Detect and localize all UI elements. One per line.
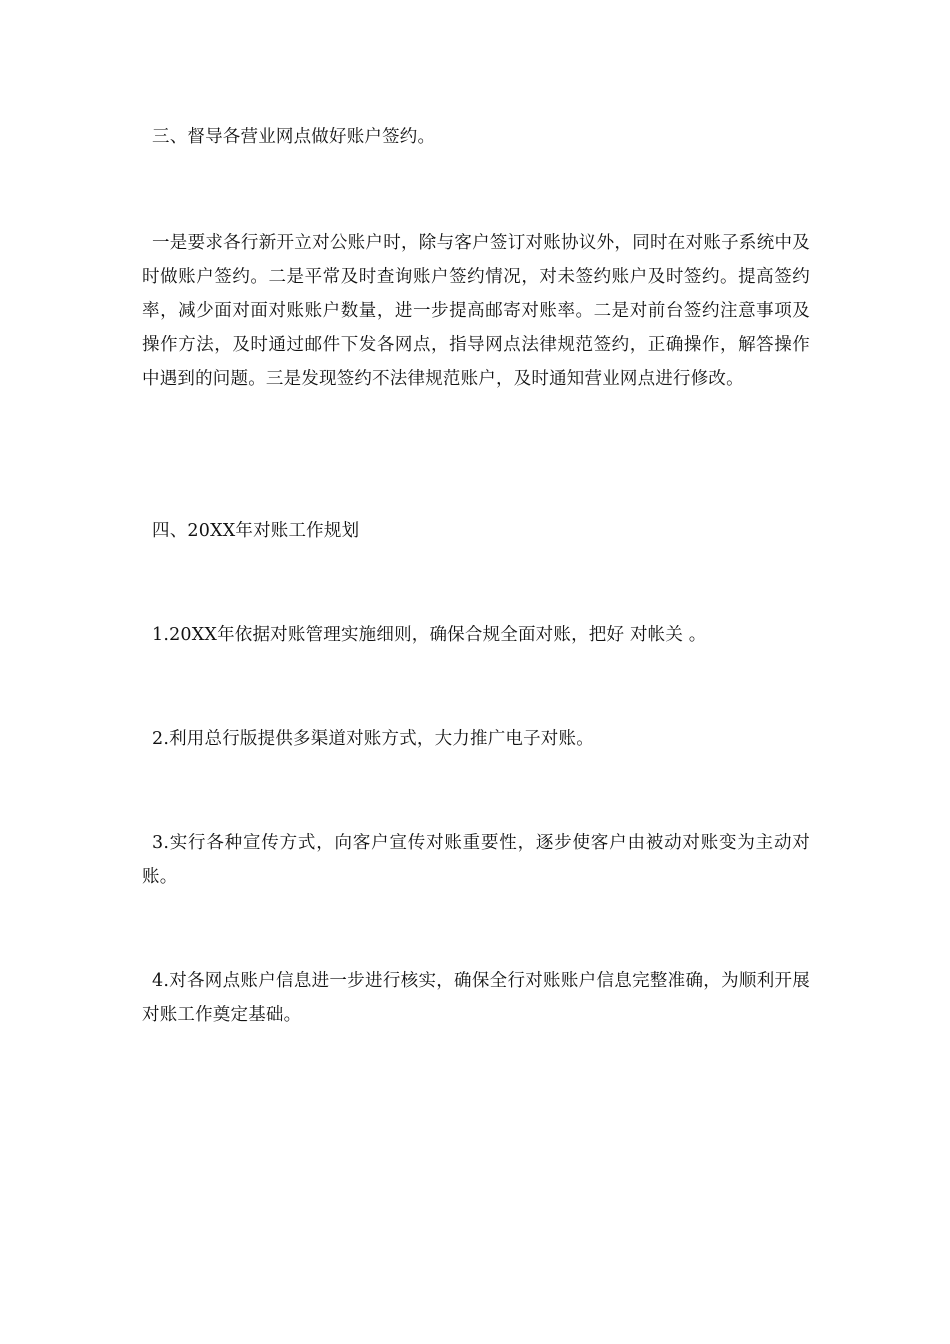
plan-item-2: 2.利用总行版提供多渠道对账方式，大力推广电子对账。 <box>152 729 594 749</box>
plan-item-4: 4.对各网点账户信息进一步进行核实，确保全行对账账户信息完整准确，为顺利开展对账工作奠定基础。 <box>142 971 810 1025</box>
section-3-paragraph: 一是要求各行新开立对公账户时，除与客户签订对账协议外，同时在对账子系统中及时做账户签约。二是平常及时查询账户签约情况，对未签约账户及时签约。提高签约率，减少面对面对账账户数量，进一步提高邮寄对账率。二是对前台签约注意事项及操作方法，及时通过邮件下发各网点，指导网点法律规范签约，正确操作，解答操作中遇到的问题。三是发现签约不法律规范账户，及时通知营业网点进行修改。 <box>142 233 810 389</box>
plan-item-3: 3.实行各种宣传方式，向客户宣传对账重要性，逐步使客户由被动对账变为主动对账。 <box>142 833 810 887</box>
section-heading-4: 四、20XX年对账工作规划 <box>152 521 360 541</box>
plan-item-1: 1.20XX年依据对账管理实施细则，确保合规全面对账，把好 对帐关 。 <box>152 625 707 645</box>
section-heading-3: 三、督导各营业网点做好账户签约。 <box>152 127 436 147</box>
